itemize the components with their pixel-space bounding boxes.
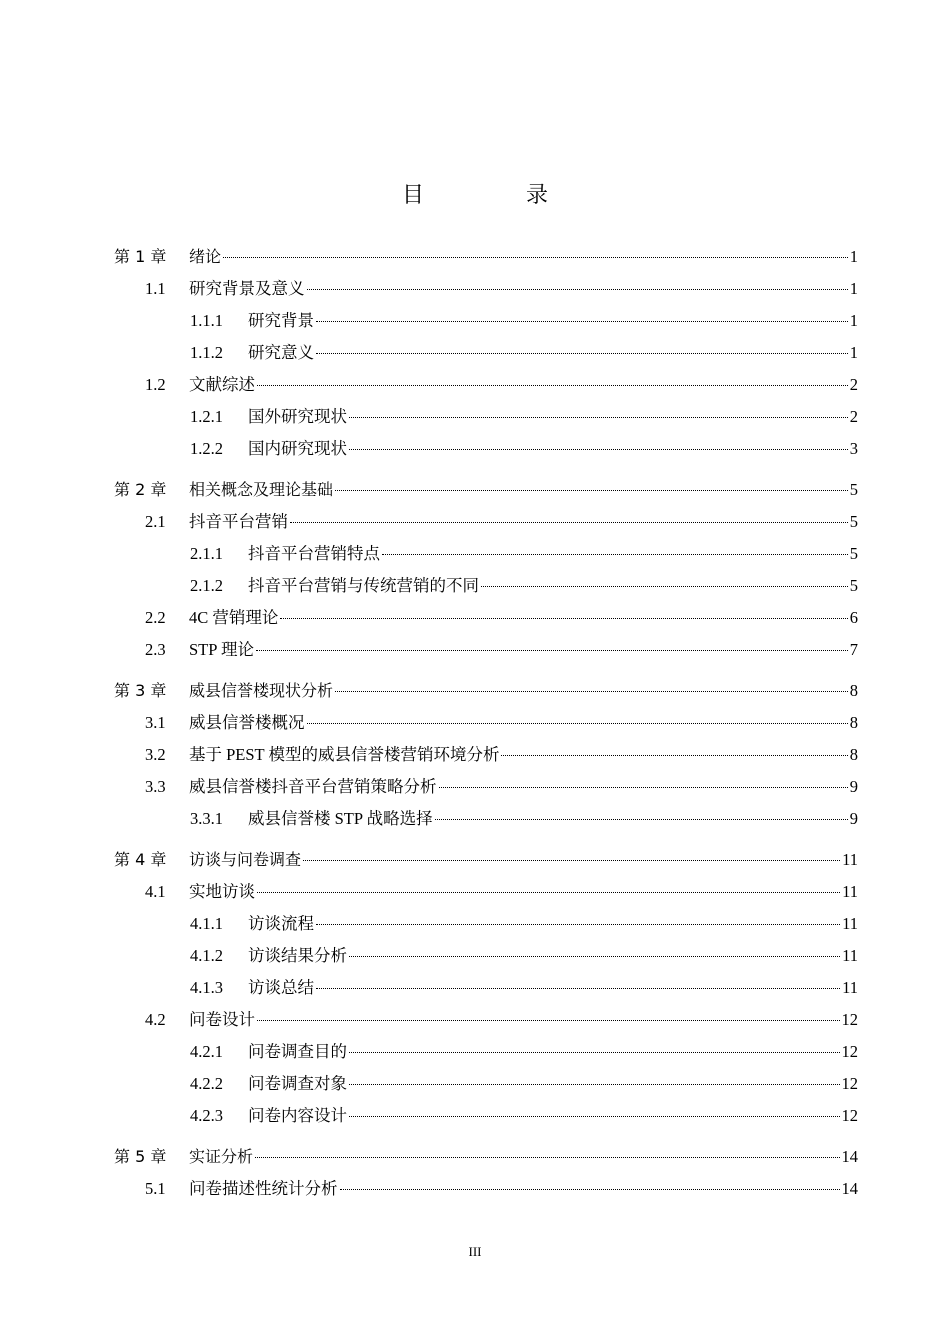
toc-entry-title: 访谈与问卷调查	[189, 850, 302, 869]
toc-entry-number: 第 2 章	[114, 480, 167, 499]
toc-entry-page: 1	[849, 279, 858, 298]
toc-entry-number: 3.3	[145, 777, 166, 796]
toc-entry-page: 1	[849, 311, 858, 330]
toc-entry-number: 4.2.2	[190, 1074, 223, 1093]
toc-entry-title: 问卷调查目的	[248, 1042, 347, 1061]
toc-section-entry[interactable]	[0, 437, 950, 461]
toc-entry-page: 12	[841, 1010, 858, 1029]
toc-entry-number: 3.3.1	[190, 809, 223, 828]
page-title: 目 录	[401, 183, 588, 208]
toc-entry-page: 11	[842, 946, 858, 965]
toc-section-entry[interactable]	[0, 1104, 950, 1128]
toc-dot-leader	[303, 860, 840, 861]
toc-entry-title: 研究背景及意义	[189, 279, 305, 298]
toc-entry-number: 1.2.2	[190, 439, 223, 458]
toc-dot-leader	[316, 924, 840, 925]
toc-section-entry[interactable]	[0, 606, 950, 630]
toc-entry-page: 1	[849, 343, 858, 362]
toc-section-entry[interactable]	[0, 775, 950, 799]
toc-dot-leader	[439, 787, 848, 788]
toc-section-entry[interactable]	[0, 373, 950, 397]
toc-entry-title: 问卷内容设计	[248, 1106, 347, 1125]
toc-entry-title: 国外研究现状	[248, 407, 347, 426]
toc-section-entry[interactable]	[0, 1008, 950, 1032]
toc-dot-leader	[280, 618, 847, 619]
toc-dot-leader	[349, 956, 840, 957]
toc-entry-title: 威县信誉楼抖音平台营销策略分析	[189, 777, 437, 796]
toc-entry-page: 8	[849, 745, 858, 764]
toc-entry-page: 11	[842, 850, 858, 869]
toc-dot-leader	[349, 449, 848, 450]
toc-entry-page: 14	[841, 1179, 858, 1198]
toc-entry-title: 研究意义	[248, 343, 314, 362]
toc-dot-leader	[340, 1189, 840, 1190]
toc-entry-title: 研究背景	[248, 311, 314, 330]
toc-entry-number: 2.1.1	[190, 544, 223, 563]
toc-entry-number: 2.3	[145, 640, 166, 659]
toc-entry-page: 8	[849, 713, 858, 732]
toc-entry-title: 基于 PEST 模型的威县信誉楼营销环境分析	[189, 745, 500, 764]
toc-entry-number: 5.1	[145, 1179, 166, 1198]
toc-entry-number: 4.2.1	[190, 1042, 223, 1061]
toc-chapter-entry[interactable]	[0, 245, 950, 269]
toc-entry-title: 文献综述	[189, 375, 255, 394]
toc-section-entry[interactable]	[0, 405, 950, 429]
toc-entry-page: 8	[849, 681, 858, 700]
toc-dot-leader	[290, 522, 848, 523]
toc-entry-page: 11	[842, 914, 858, 933]
toc-chapter-entry[interactable]	[0, 1145, 950, 1169]
toc-section-entry[interactable]	[0, 341, 950, 365]
toc-entry-page: 7	[849, 640, 858, 659]
toc-dot-leader	[481, 586, 848, 587]
toc-entry-title: STP 理论	[189, 640, 254, 659]
toc-entry-page: 5	[849, 512, 858, 531]
toc-entry-page: 6	[849, 608, 858, 627]
toc-dot-leader	[307, 289, 848, 290]
toc-dot-leader	[349, 1052, 840, 1053]
toc-dot-leader	[316, 321, 848, 322]
toc-section-entry[interactable]	[0, 309, 950, 333]
toc-chapter-entry[interactable]	[0, 679, 950, 703]
toc-entry-page: 14	[841, 1147, 858, 1166]
toc-entry-title: 访谈结果分析	[248, 946, 347, 965]
toc-entry-number: 2.1.2	[190, 576, 223, 595]
toc-section-entry[interactable]	[0, 1040, 950, 1064]
toc-entry-title: 问卷描述性统计分析	[189, 1179, 338, 1198]
toc-entry-page: 12	[841, 1106, 858, 1125]
toc-dot-leader	[382, 554, 848, 555]
toc-section-entry[interactable]	[0, 976, 950, 1000]
toc-section-entry[interactable]	[0, 638, 950, 662]
toc-entry-number: 第 1 章	[114, 247, 167, 266]
toc-dot-leader	[256, 650, 848, 651]
toc-entry-page: 3	[849, 439, 858, 458]
toc-entry-page: 12	[841, 1074, 858, 1093]
toc-chapter-entry[interactable]	[0, 848, 950, 872]
toc-entry-number: 1.1	[145, 279, 166, 298]
toc-entry-title: 抖音平台营销	[189, 512, 288, 531]
page-number: III	[468, 1244, 482, 1259]
toc-entry-title: 访谈总结	[248, 978, 314, 997]
toc-entry-title: 访谈流程	[248, 914, 314, 933]
toc-entry-number: 第 4 章	[114, 850, 167, 869]
toc-section-entry[interactable]	[0, 574, 950, 598]
toc-entry-number: 3.1	[145, 713, 166, 732]
toc-dot-leader	[349, 1084, 840, 1085]
toc-section-entry[interactable]	[0, 1177, 950, 1201]
toc-entry-number: 4.2	[145, 1010, 166, 1029]
toc-entry-page: 5	[849, 480, 858, 499]
toc-entry-page: 9	[849, 809, 858, 828]
toc-section-entry[interactable]	[0, 542, 950, 566]
toc-entry-page: 11	[842, 978, 858, 997]
toc-dot-leader	[349, 1116, 840, 1117]
toc-section-entry[interactable]	[0, 880, 950, 904]
toc-entry-title: 实证分析	[189, 1147, 254, 1166]
toc-dot-leader	[316, 988, 840, 989]
toc-entry-page: 5	[849, 576, 858, 595]
toc-entry-number: 2.1	[145, 512, 166, 531]
toc-dot-leader	[349, 417, 848, 418]
toc-entry-page: 5	[849, 544, 858, 563]
toc-entry-title: 绪论	[189, 247, 222, 266]
toc-entry-number: 2.2	[145, 608, 166, 627]
toc-entry-number: 第 3 章	[114, 681, 167, 700]
toc-dot-leader	[501, 755, 847, 756]
toc-entry-number: 4.1	[145, 882, 166, 901]
toc-dot-leader	[257, 385, 848, 386]
toc-entry-title: 实地访谈	[189, 882, 255, 901]
toc-entry-number: 1.2.1	[190, 407, 223, 426]
toc-section-entry[interactable]	[0, 510, 950, 534]
toc-section-entry[interactable]	[0, 711, 950, 735]
toc-section-entry[interactable]	[0, 912, 950, 936]
toc-entry-number: 4.1.2	[190, 946, 223, 965]
toc-entry-page: 1	[849, 247, 858, 266]
toc-entry-title: 威县信誉楼概况	[189, 713, 305, 732]
toc-entry-title: 威县信誉楼 STP 战略选择	[248, 809, 433, 828]
toc-entry-page: 12	[841, 1042, 858, 1061]
toc-entry-title: 问卷调查对象	[248, 1074, 347, 1093]
toc-entry-number: 4.1.1	[190, 914, 223, 933]
toc-entry-number: 1.1.2	[190, 343, 223, 362]
toc-entry-number: 4.2.3	[190, 1106, 223, 1125]
toc-entry-page: 11	[842, 882, 858, 901]
toc-section-entry[interactable]	[0, 944, 950, 968]
toc-section-entry[interactable]	[0, 743, 950, 767]
toc-entry-title: 抖音平台营销特点	[248, 544, 380, 563]
toc-entry-title: 问卷设计	[189, 1010, 255, 1029]
toc-dot-leader	[335, 691, 848, 692]
toc-dot-leader	[255, 1157, 839, 1158]
toc-dot-leader	[435, 819, 848, 820]
toc-section-entry[interactable]	[0, 1072, 950, 1096]
toc-dot-leader	[257, 892, 840, 893]
toc-dot-leader	[257, 1020, 840, 1021]
toc-entry-number: 4.1.3	[190, 978, 223, 997]
toc-entry-page: 2	[849, 375, 858, 394]
toc-section-entry[interactable]	[0, 807, 950, 831]
toc-entry-title: 相关概念及理论基础	[189, 480, 334, 499]
toc-dot-leader	[335, 490, 848, 491]
toc-entry-number: 1.2	[145, 375, 166, 394]
toc-entry-title: 抖音平台营销与传统营销的不同	[248, 576, 479, 595]
toc-entry-number: 3.2	[145, 745, 166, 764]
toc-entry-title: 4C 营销理论	[189, 608, 279, 627]
toc-entry-number: 1.1.1	[190, 311, 223, 330]
toc-dot-leader	[316, 353, 848, 354]
toc-entry-number: 第 5 章	[114, 1147, 167, 1166]
toc-entry-title: 国内研究现状	[248, 439, 347, 458]
toc-entry-page: 9	[849, 777, 858, 796]
toc-chapter-entry[interactable]	[0, 478, 950, 502]
toc-entry-page: 2	[849, 407, 858, 426]
toc-dot-leader	[223, 257, 848, 258]
toc-section-entry[interactable]	[0, 277, 950, 301]
toc-entry-title: 威县信誉楼现状分析	[189, 681, 334, 700]
toc-dot-leader	[307, 723, 848, 724]
